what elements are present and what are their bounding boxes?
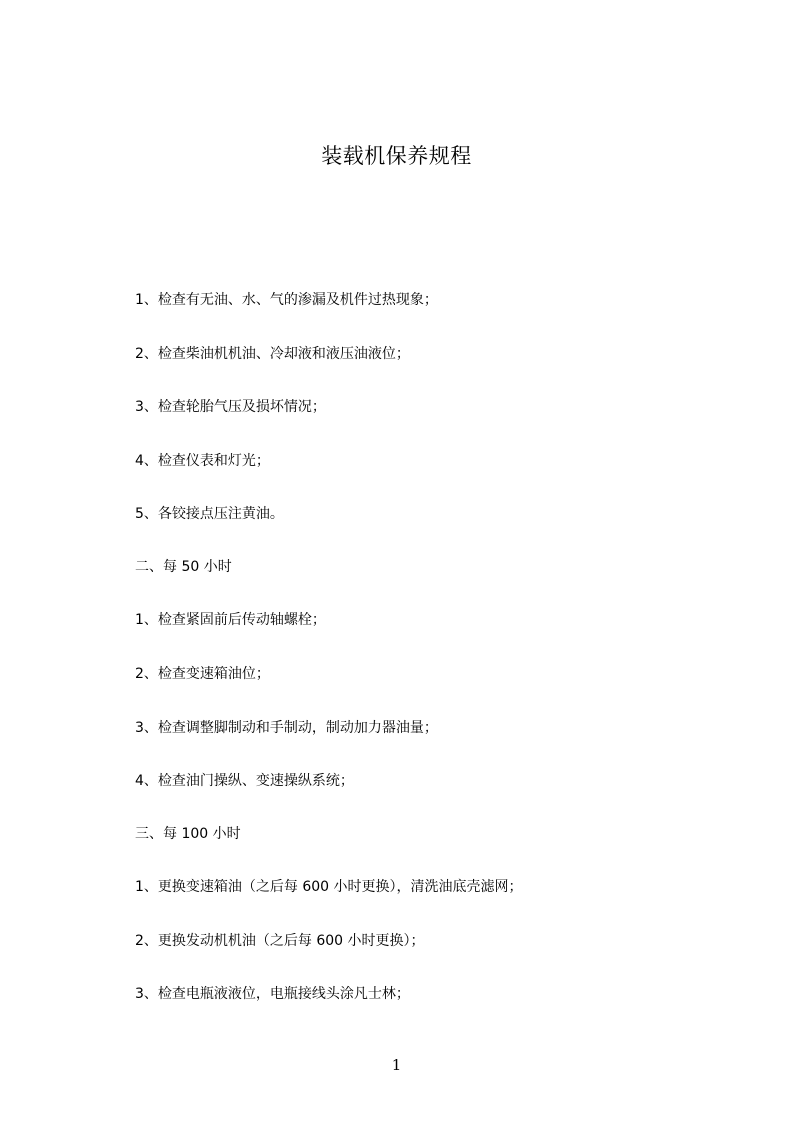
maintenance-item: 1、更换变速箱油（之后每 600 小时更换），清洗油底壳滤网； [135, 879, 523, 895]
maintenance-item: 2、检查柴油机机油、冷却液和液压油液位； [135, 346, 410, 362]
maintenance-item: 2、检查变速箱油位； [135, 666, 270, 682]
maintenance-item: 3、检查调整脚制动和手制动，制动加力器油量； [135, 720, 438, 736]
section-heading: 三、每 100 小时 [135, 826, 241, 842]
maintenance-item: 1、检查紧固前后传动轴螺栓； [135, 612, 326, 628]
section-heading: 二、每 50 小时 [135, 559, 232, 575]
maintenance-item: 2、更换发动机机油（之后每 600 小时更换）； [135, 933, 425, 949]
maintenance-item: 3、检查轮胎气压及损坏情况； [135, 399, 326, 415]
maintenance-item: 1、检查有无油、水、气的渗漏及机件过热现象； [135, 292, 438, 308]
document-title: 装载机保养规程 [321, 144, 472, 168]
page-number: 1 [391, 1056, 402, 1074]
maintenance-item: 5、各铰接点压注黄油。 [135, 506, 284, 522]
maintenance-item: 4、检查仪表和灯光； [135, 453, 270, 469]
maintenance-item: 3、检查电瓶液液位，电瓶接线头涂凡士林； [135, 986, 410, 1002]
maintenance-item: 4、检查油门操纵、变速操纵系统； [135, 773, 354, 789]
